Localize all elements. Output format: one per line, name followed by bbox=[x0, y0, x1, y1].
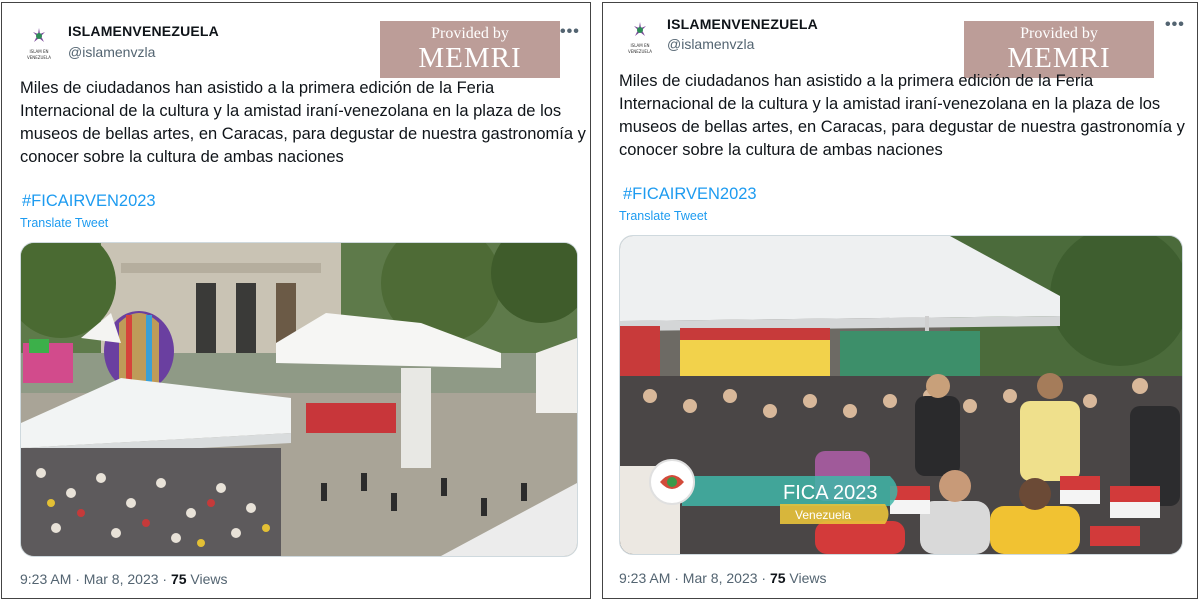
logo-icon bbox=[29, 26, 49, 46]
tweet-meta bbox=[20, 571, 228, 587]
more-dots-icon[interactable]: ••• bbox=[560, 23, 580, 40]
tweet-text-line: conocer sobre la cultura de ambas naciones bbox=[20, 148, 344, 166]
display-name[interactable]: ISLAMENVENEZUELA bbox=[667, 16, 818, 32]
tweet-text-line: Internacional de la cultura y la amistad iraní-venezolana en la plaza de los bbox=[619, 95, 1161, 113]
watermark-line1: Provided by bbox=[431, 25, 509, 42]
handle[interactable]: @islamenvzla bbox=[68, 44, 156, 60]
logo-icon bbox=[630, 20, 650, 40]
avatar[interactable] bbox=[20, 23, 58, 61]
tweet-photo[interactable] bbox=[20, 242, 578, 557]
banner-subtitle: Venezuela bbox=[795, 508, 852, 522]
tweet-meta bbox=[619, 570, 827, 586]
tweet-text-line: conocer sobre la cultura de ambas naciones bbox=[619, 141, 943, 159]
views-count: 75 bbox=[769, 570, 786, 586]
avatar-caption: ISLAM EN VENEZUELA bbox=[627, 43, 653, 54]
tweet-text-line: museos de bellas artes, en Caracas, para degustar de nuestra gastronomía y bbox=[20, 125, 586, 143]
watermark-line1: Provided by bbox=[1020, 25, 1098, 42]
display-name[interactable]: ISLAMENVENEZUELA bbox=[68, 23, 219, 39]
timestamp[interactable]: 9:23 AM · Mar 8, 2023 · bbox=[20, 571, 171, 587]
banner-title: FICA 2023 bbox=[783, 482, 878, 504]
views-label: Views bbox=[186, 571, 228, 587]
tweet-text-line: Internacional de la cultura y la amistad iraní-venezolana en la plaza de los bbox=[20, 102, 562, 120]
memri-watermark bbox=[380, 21, 560, 78]
watermark-line2: MEMRI bbox=[418, 42, 522, 74]
tweet-card-left[interactable] bbox=[1, 2, 591, 599]
avatar-caption: ISLAM EN VENEZUELA bbox=[26, 49, 52, 60]
watermark-line2: MEMRI bbox=[1007, 42, 1111, 74]
tweet-text-line: museos de bellas artes, en Caracas, para degustar de nuestra gastronomía y bbox=[619, 118, 1185, 136]
avatar[interactable] bbox=[621, 17, 659, 55]
views-count: 75 bbox=[170, 571, 187, 587]
hashtag-link[interactable]: #FICAIRVEN2023 bbox=[22, 192, 156, 210]
hashtag-link[interactable]: #FICAIRVEN2023 bbox=[623, 185, 757, 203]
tweet-text bbox=[20, 77, 586, 169]
translate-tweet-link[interactable]: Translate Tweet bbox=[619, 209, 708, 223]
translate-tweet-link[interactable]: Translate Tweet bbox=[20, 216, 109, 230]
more-dots-icon[interactable]: ••• bbox=[1165, 16, 1185, 33]
fair-crowd-photo bbox=[620, 236, 1182, 554]
views-label: Views bbox=[785, 570, 827, 586]
timestamp[interactable]: 9:23 AM · Mar 8, 2023 · bbox=[619, 570, 770, 586]
tweet-card-right[interactable] bbox=[602, 2, 1198, 599]
tweet-text bbox=[619, 70, 1185, 162]
tweet-text-line: Miles de ciudadanos han asistido a la primera edición de la Feria bbox=[20, 79, 495, 97]
tweet-photo[interactable] bbox=[619, 235, 1183, 555]
handle[interactable]: @islamenvzla bbox=[667, 36, 755, 52]
tweet-text-line: Miles de ciudadanos han asistido a la primera edición de la Feria bbox=[619, 72, 1094, 90]
fair-aerial-photo bbox=[21, 243, 577, 556]
